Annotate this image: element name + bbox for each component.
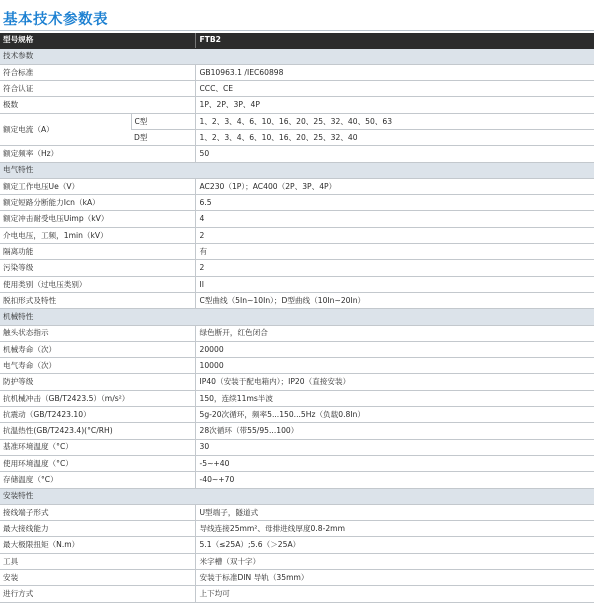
row-label: 脱扣形式及特性 [0, 292, 195, 308]
row-label: 接线端子形式 [0, 504, 195, 520]
table-row [0, 407, 594, 423]
row-label: 额定工作电压Ue（V） [0, 178, 195, 194]
table-row [0, 81, 594, 97]
title-divider [0, 30, 594, 31]
table-row [0, 195, 594, 211]
row-label: 抗震动（GB/T2423.10） [0, 407, 195, 423]
row-label: 机械寿命（次） [0, 341, 195, 357]
spec-table [0, 33, 594, 603]
row-label: 最大接线能力 [0, 521, 195, 537]
row-label: 安装 [0, 570, 195, 586]
row-value: 2 [195, 227, 594, 243]
row-label: 工具 [0, 553, 195, 569]
row-sublabel: D型 [131, 129, 195, 145]
row-value: C型曲线（5In~10In）；D型曲线（10In~20In） [195, 292, 594, 308]
page-title: 基本技术参数表 [3, 12, 108, 28]
table-row [0, 586, 594, 602]
table-row [0, 146, 594, 162]
table-row [0, 439, 594, 455]
table-row [0, 244, 594, 260]
row-value: II [195, 276, 594, 292]
row-label: 极数 [0, 97, 195, 113]
table-row [0, 358, 594, 374]
table-row [0, 504, 594, 520]
row-label: 隔离功能 [0, 244, 195, 260]
row-label: 污染等级 [0, 260, 195, 276]
table-row [0, 374, 594, 390]
row-value: 上下均可 [195, 586, 594, 602]
table-row [0, 227, 594, 243]
table-row [0, 553, 594, 569]
section-title: 电气特性 [0, 162, 594, 178]
spec-table-body [0, 33, 594, 602]
table-row [0, 64, 594, 80]
row-value: 4 [195, 211, 594, 227]
table-row [0, 341, 594, 357]
row-label: 电气寿命（次） [0, 358, 195, 374]
table-row [0, 570, 594, 586]
row-label: 存储温度（°C） [0, 472, 195, 488]
row-label: 符合标准 [0, 64, 195, 80]
row-value: 米字槽（双十字） [195, 553, 594, 569]
row-label: 使用环境温度（°C） [0, 455, 195, 471]
row-value: 150，连续11ms半波 [195, 390, 594, 406]
header-model: FTB2 [195, 33, 594, 48]
section-title: 安装特性 [0, 488, 594, 504]
table-row [0, 260, 594, 276]
row-value: 1、2、3、4、6、10、16、20、25、32、40、50、63 [195, 113, 594, 129]
row-label: 抗机械冲击（GB/T2423.5）（m/s²） [0, 390, 195, 406]
row-label: 额定电流（A） [0, 113, 131, 146]
table-row [0, 472, 594, 488]
row-value: 5.1（≤25A）;5.6（＞25A） [195, 537, 594, 553]
row-label: 使用类别（过电压类别） [0, 276, 195, 292]
row-value: 1P、2P、3P、4P [195, 97, 594, 113]
row-label: 介电电压，工频，1min（kV） [0, 227, 195, 243]
row-value: 50 [195, 146, 594, 162]
row-value: 20000 [195, 341, 594, 357]
row-label: 额定短路分断能力Icn（kA） [0, 195, 195, 211]
section-title: 技术参数 [0, 48, 594, 64]
row-value: 有 [195, 244, 594, 260]
row-label: 最大极限扭矩（N.m） [0, 537, 195, 553]
header-label: 型号规格 [0, 33, 195, 48]
row-value: -5~+40 [195, 455, 594, 471]
table-row [0, 97, 594, 113]
row-value: U型端子，隧道式 [195, 504, 594, 520]
table-row [0, 211, 594, 227]
section-row [0, 162, 594, 178]
row-value: CCC、CE [195, 81, 594, 97]
row-value: 10000 [195, 358, 594, 374]
table-row [0, 521, 594, 537]
row-value: GB10963.1 /IEC60898 [195, 64, 594, 80]
row-value: 5g-20次循环，频率5...150...5Hz（负载0.8In） [195, 407, 594, 423]
table-row [0, 113, 594, 129]
table-header-row [0, 33, 594, 48]
row-value: 30 [195, 439, 594, 455]
section-row [0, 488, 594, 504]
table-row [0, 325, 594, 341]
row-value: 导线连接25mm²、母排进线厚度0.8-2mm [195, 521, 594, 537]
row-label: 防护等级 [0, 374, 195, 390]
row-label: 额定冲击耐受电压Uimp（kV） [0, 211, 195, 227]
row-value: 28次循环（带55/95...100） [195, 423, 594, 439]
table-row [0, 292, 594, 308]
row-label: 触头状态指示 [0, 325, 195, 341]
table-row [0, 423, 594, 439]
row-label: 符合认证 [0, 81, 195, 97]
section-title: 机械特性 [0, 309, 594, 325]
row-value: 安装于标准DIN 导轨（35mm） [195, 570, 594, 586]
row-value: 2 [195, 260, 594, 276]
row-value: -40~+70 [195, 472, 594, 488]
row-value: AC230（1P）；AC400（2P、3P、4P） [195, 178, 594, 194]
row-label: 基准环境温度（°C） [0, 439, 195, 455]
table-row [0, 537, 594, 553]
row-value: 6.5 [195, 195, 594, 211]
row-label: 进行方式 [0, 586, 195, 602]
row-value: 绿色断开，红色闭合 [195, 325, 594, 341]
row-value: 1、2、3、4、6、10、16、20、25、32、40 [195, 129, 594, 145]
row-label: 抗温热性(GB/T2423.4)(°C/RH) [0, 423, 195, 439]
table-row [0, 178, 594, 194]
row-value: IP40（安装于配电箱内）；IP20（直接安装） [195, 374, 594, 390]
row-sublabel: C型 [131, 113, 195, 129]
section-row [0, 48, 594, 64]
table-row [0, 455, 594, 471]
table-row [0, 276, 594, 292]
section-row [0, 309, 594, 325]
table-row [0, 390, 594, 406]
row-label: 额定频率（Hz） [0, 146, 195, 162]
